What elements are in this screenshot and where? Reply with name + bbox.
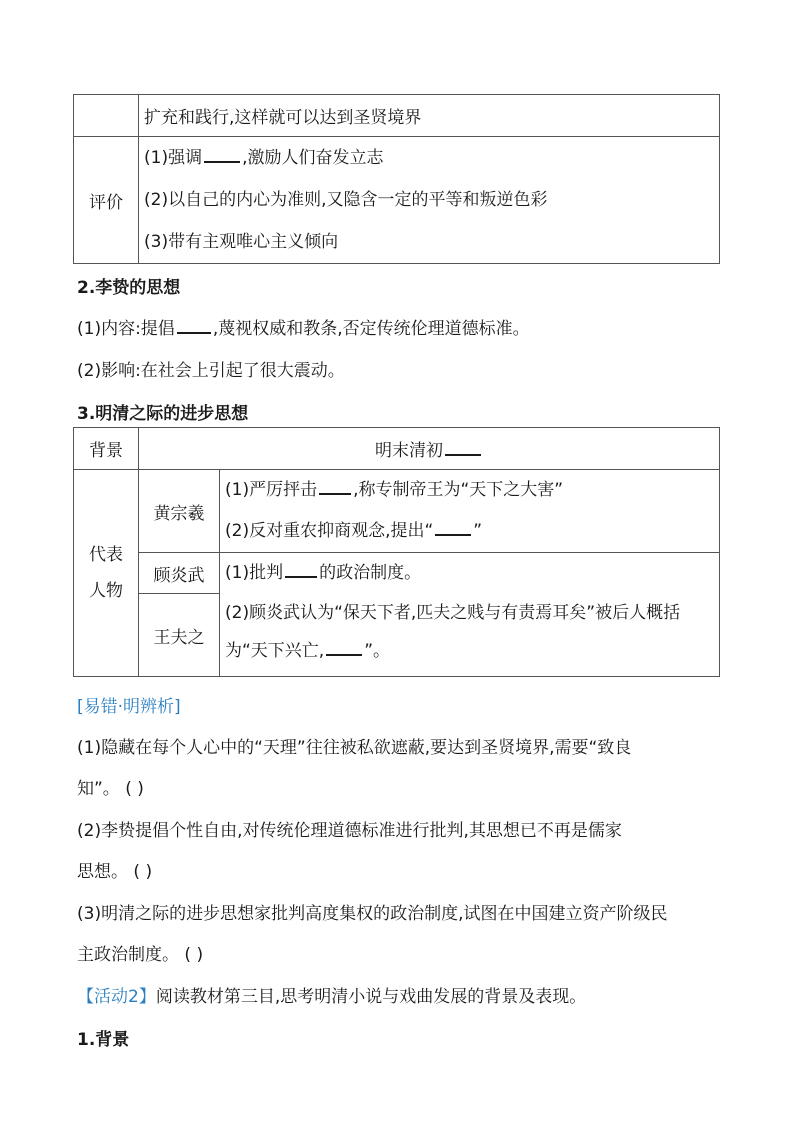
fill-blank[interactable] bbox=[326, 653, 362, 656]
evaluation-line-2: (2)以自己的内心为准则,又隐含一定的平等和叛逆色彩 bbox=[144, 190, 548, 210]
shared-line-1: (1)批判 的政治制度。 bbox=[225, 563, 422, 583]
section-2-impact: (2)影响:在社会上引起了很大震动。 bbox=[77, 361, 345, 381]
background-heading: 1.背景 bbox=[77, 1030, 130, 1050]
section-2-heading: 2.李贽的思想 bbox=[77, 278, 181, 298]
background-label: 背景 bbox=[74, 428, 139, 470]
evaluation-label: 评价 bbox=[74, 137, 139, 264]
fill-blank[interactable] bbox=[177, 331, 211, 334]
representative-label: 代表 人物 bbox=[74, 470, 139, 677]
section-3-heading: 3.明清之际的进步思想 bbox=[77, 404, 249, 424]
person-wang: 王夫之 bbox=[139, 594, 220, 677]
mistake-3-line-1: (3)明清之际的进步思想家批判高度集权的政治制度,试图在中国建立资产阶级民 bbox=[77, 904, 668, 924]
evaluation-line-1: (1)强调 ,激励人们奋发立志 bbox=[144, 148, 384, 168]
fill-blank[interactable] bbox=[435, 533, 471, 536]
person-huang: 黄宗羲 bbox=[139, 470, 220, 553]
huang-line-2: (2)反对重农抑商观念,提出“ ” bbox=[225, 521, 483, 541]
person-gu: 顾炎武 bbox=[139, 553, 220, 594]
mistake-1-line-1: (1)隐藏在每个人心中的“天理”往往被私欲遮蔽,要达到圣贤境界,需要“致良 bbox=[77, 738, 632, 758]
huang-content bbox=[220, 470, 720, 553]
activity-2: 【活动2】阅读教材第三目,思考明清小说与戏曲发展的背景及表现。 bbox=[77, 987, 587, 1007]
evaluation-table bbox=[73, 94, 720, 264]
shared-content bbox=[220, 553, 720, 677]
fill-blank[interactable] bbox=[319, 492, 351, 495]
fill-blank[interactable] bbox=[445, 453, 481, 456]
content-cell bbox=[139, 95, 720, 137]
mistake-2-line-2: 思想。 ( ) bbox=[77, 862, 153, 882]
evaluation-line-3: (3)带有主观唯心主义倾向 bbox=[144, 232, 339, 252]
mistake-2-line-1: (2)李贽提倡个性自由,对传统伦理道德标准进行批判,其思想已不再是儒家 bbox=[77, 821, 622, 841]
evaluation-content bbox=[139, 137, 720, 264]
fill-blank[interactable] bbox=[285, 575, 317, 578]
background-value: 明末清初 bbox=[139, 428, 720, 470]
empty-label-cell bbox=[74, 95, 139, 137]
shared-line-2: (2)顾炎武认为“保天下者,匹夫之贱与有责焉耳矣”被后人概括 为“天下兴亡, ”。 bbox=[225, 603, 681, 661]
row1-text: 扩充和践行,这样就可以达到圣贤境界 bbox=[144, 108, 422, 128]
progressive-thought-table bbox=[73, 427, 720, 677]
section-2-content: (1)内容:提倡 ,蔑视权威和教条,否定传统伦理道德标准。 bbox=[77, 319, 530, 339]
fill-blank[interactable] bbox=[204, 160, 240, 163]
mistake-1-line-2: 知”。 ( ) bbox=[77, 779, 144, 799]
huang-line-1: (1)严厉抨击 ,称专制帝王为“天下之大害” bbox=[225, 480, 564, 500]
mistakes-tag: [易错·明辨析] bbox=[77, 697, 181, 717]
mistake-3-line-2: 主政治制度。 ( ) bbox=[77, 945, 204, 965]
